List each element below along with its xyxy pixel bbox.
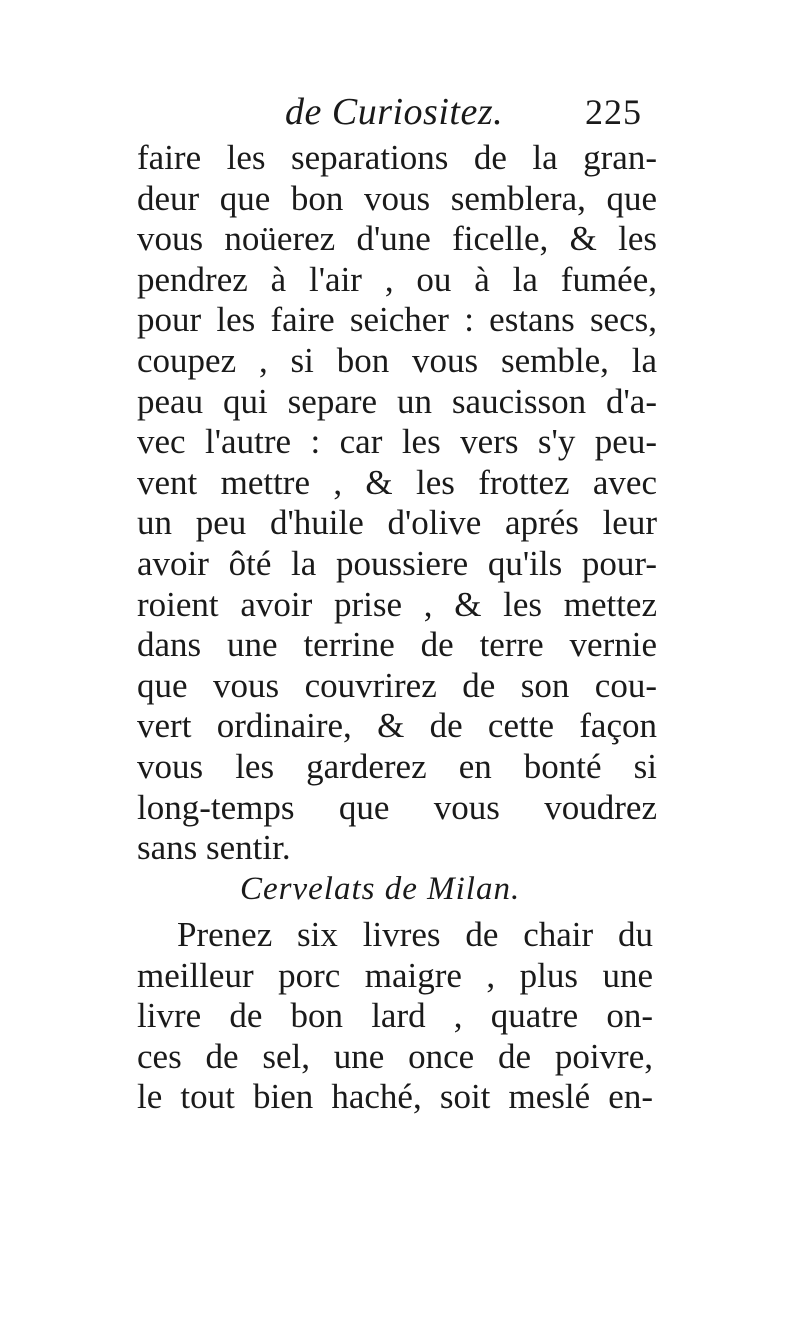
text-line: vous noüerez d'une ficelle, & les	[137, 219, 657, 259]
text-line: dans une terrine de terre vernie	[137, 625, 657, 665]
text-line: pour les faire seicher : estans secs,	[137, 300, 657, 340]
text-line: roient avoir prise , & les mettez	[137, 584, 657, 624]
text-line: deur que bon vous semblera, que	[137, 178, 657, 218]
text-line: livre de bon lard , quatre on-	[137, 996, 653, 1036]
running-title: de Curiositez.	[285, 91, 504, 133]
paragraph-recipe	[137, 915, 653, 1118]
paragraph-continued	[137, 138, 657, 869]
page-header	[0, 88, 800, 138]
text-line: avoir ôté la poussiere qu'ils pour-	[137, 543, 657, 583]
text-line: faire les separations de la gran-	[137, 138, 657, 177]
text-line: coupez , si bon vous semble, la	[137, 340, 657, 380]
text-line: pendrez à l'air , ou à la fumée,	[137, 259, 657, 299]
text-line: un peu d'huile d'olive aprés leur	[137, 503, 657, 543]
text-line: vous les garderez en bonté si	[137, 746, 657, 786]
text-line: peau qui separe un saucisson d'a-	[137, 381, 657, 421]
text-line: vert ordinaire, & de cette façon	[137, 706, 657, 746]
page-number: 225	[585, 92, 642, 132]
text-line: vec l'autre : car les vers s'y peu-	[137, 422, 657, 462]
text-line: meilleur porc maigre , plus une	[137, 955, 653, 995]
text-line: le tout bien haché, soit meslé en-	[137, 1077, 653, 1117]
text-line: que vous couvrirez de son cou-	[137, 665, 657, 705]
text-line: vent mettre , & les frottez avec	[137, 462, 657, 502]
text-line: Prenez six livres de chair du	[177, 915, 653, 954]
section-heading: Cervelats de Milan.	[240, 871, 521, 907]
text-line: sans sentir.	[137, 828, 291, 868]
text-line: long-temps que vous voudrez	[137, 787, 657, 827]
text-line: ces de sel, une once de poivre,	[137, 1036, 653, 1076]
